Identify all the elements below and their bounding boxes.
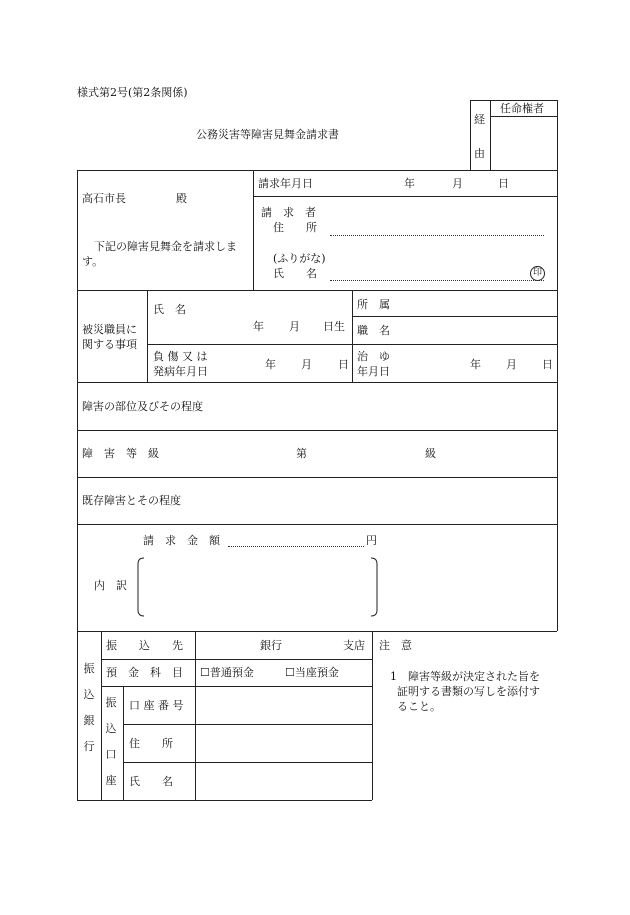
birth-year: 年 bbox=[253, 320, 264, 333]
account-number-label: 口 座 番 号 bbox=[129, 699, 184, 712]
branch-label: 支店 bbox=[343, 639, 365, 652]
birth-month: 月 bbox=[289, 320, 300, 333]
requester-label: 請 求 者 bbox=[261, 206, 316, 219]
cure-day: 日 bbox=[542, 358, 553, 371]
seal-mark: 印 bbox=[530, 266, 545, 281]
address-label: 住 所 bbox=[273, 221, 317, 234]
appointer-label: 任命権者 bbox=[500, 102, 544, 115]
addressee-suffix: 殿 bbox=[176, 192, 187, 205]
current-deposit-checkbox[interactable]: ☐当座預金 bbox=[285, 666, 339, 679]
injury-date-label-2: 発病年月日 bbox=[153, 365, 208, 378]
cure-month: 月 bbox=[506, 358, 517, 371]
cure-date-label-1: 治 ゆ bbox=[357, 350, 390, 363]
transfer-bank-vertical: 振 込 銀 行 bbox=[83, 662, 95, 753]
cure-date-label-2: 年月日 bbox=[357, 365, 390, 378]
keiyu-label-2: 由 bbox=[474, 147, 485, 160]
request-text-2: す。 bbox=[82, 255, 104, 268]
note-1-line-1: 1 障害等級が決定された旨を bbox=[390, 670, 540, 683]
injury-year: 年 bbox=[265, 358, 276, 371]
yen-label: 円 bbox=[366, 534, 377, 547]
transfer-account-vertical: 振 込 口 座 bbox=[105, 696, 117, 787]
grade-prefix: 第 bbox=[296, 447, 307, 460]
account-name-label: 氏 名 bbox=[129, 775, 173, 788]
transfer-dest-label: 振 込 先 bbox=[106, 639, 183, 652]
request-day: 日 bbox=[498, 177, 509, 190]
name-label: 氏 名 bbox=[273, 267, 317, 280]
addressee: 高石市長 bbox=[82, 192, 126, 205]
request-date-label: 請求年月日 bbox=[258, 177, 313, 190]
bank-label: 銀行 bbox=[260, 639, 282, 652]
staff-name-label: 氏 名 bbox=[153, 303, 186, 316]
request-year: 年 bbox=[404, 177, 415, 190]
injured-staff-label-1: 被災職員に bbox=[82, 323, 137, 336]
request-text-1: 下記の障害見舞金を請求しま bbox=[94, 240, 237, 253]
form-title: 公務災害等障害見舞金請求書 bbox=[196, 128, 339, 141]
injury-day: 日 bbox=[338, 358, 349, 371]
grade-suffix: 級 bbox=[425, 447, 436, 460]
keiyu-label-1: 経 bbox=[474, 113, 485, 126]
injury-month: 月 bbox=[301, 358, 312, 371]
notes-title: 注 意 bbox=[379, 639, 412, 652]
grade-label: 障 害 等 級 bbox=[82, 447, 159, 460]
existing-injury-label: 既存障害とその程度 bbox=[82, 494, 181, 507]
claim-amount-label: 請 求 金 額 bbox=[143, 534, 220, 547]
cure-year: 年 bbox=[470, 358, 481, 371]
injured-staff-label-2: 関する事項 bbox=[82, 338, 137, 351]
breakdown-label: 内 訳 bbox=[94, 579, 127, 592]
breakdown-brackets bbox=[135, 556, 380, 618]
injury-part-label: 障害の部位及びその程度 bbox=[82, 400, 203, 413]
affiliation-label: 所 属 bbox=[357, 298, 390, 311]
note-1-line-3: ること。 bbox=[397, 700, 441, 713]
birth-day-suffix: 日生 bbox=[323, 320, 345, 333]
deposit-type-label: 預 金 科 目 bbox=[106, 666, 183, 679]
account-address-label: 住 所 bbox=[129, 737, 173, 750]
form-number: 様式第2号(第2条関係) bbox=[77, 86, 188, 99]
ordinary-deposit-checkbox[interactable]: ☐普通預金 bbox=[200, 666, 254, 679]
position-label: 職 名 bbox=[357, 324, 390, 337]
note-1-line-2: 証明する書類の写しを添付す bbox=[397, 685, 540, 698]
furigana-label: (ふりがな) bbox=[273, 252, 326, 265]
request-month: 月 bbox=[452, 177, 463, 190]
injury-date-label-1: 負 傷 又 は bbox=[153, 350, 208, 363]
